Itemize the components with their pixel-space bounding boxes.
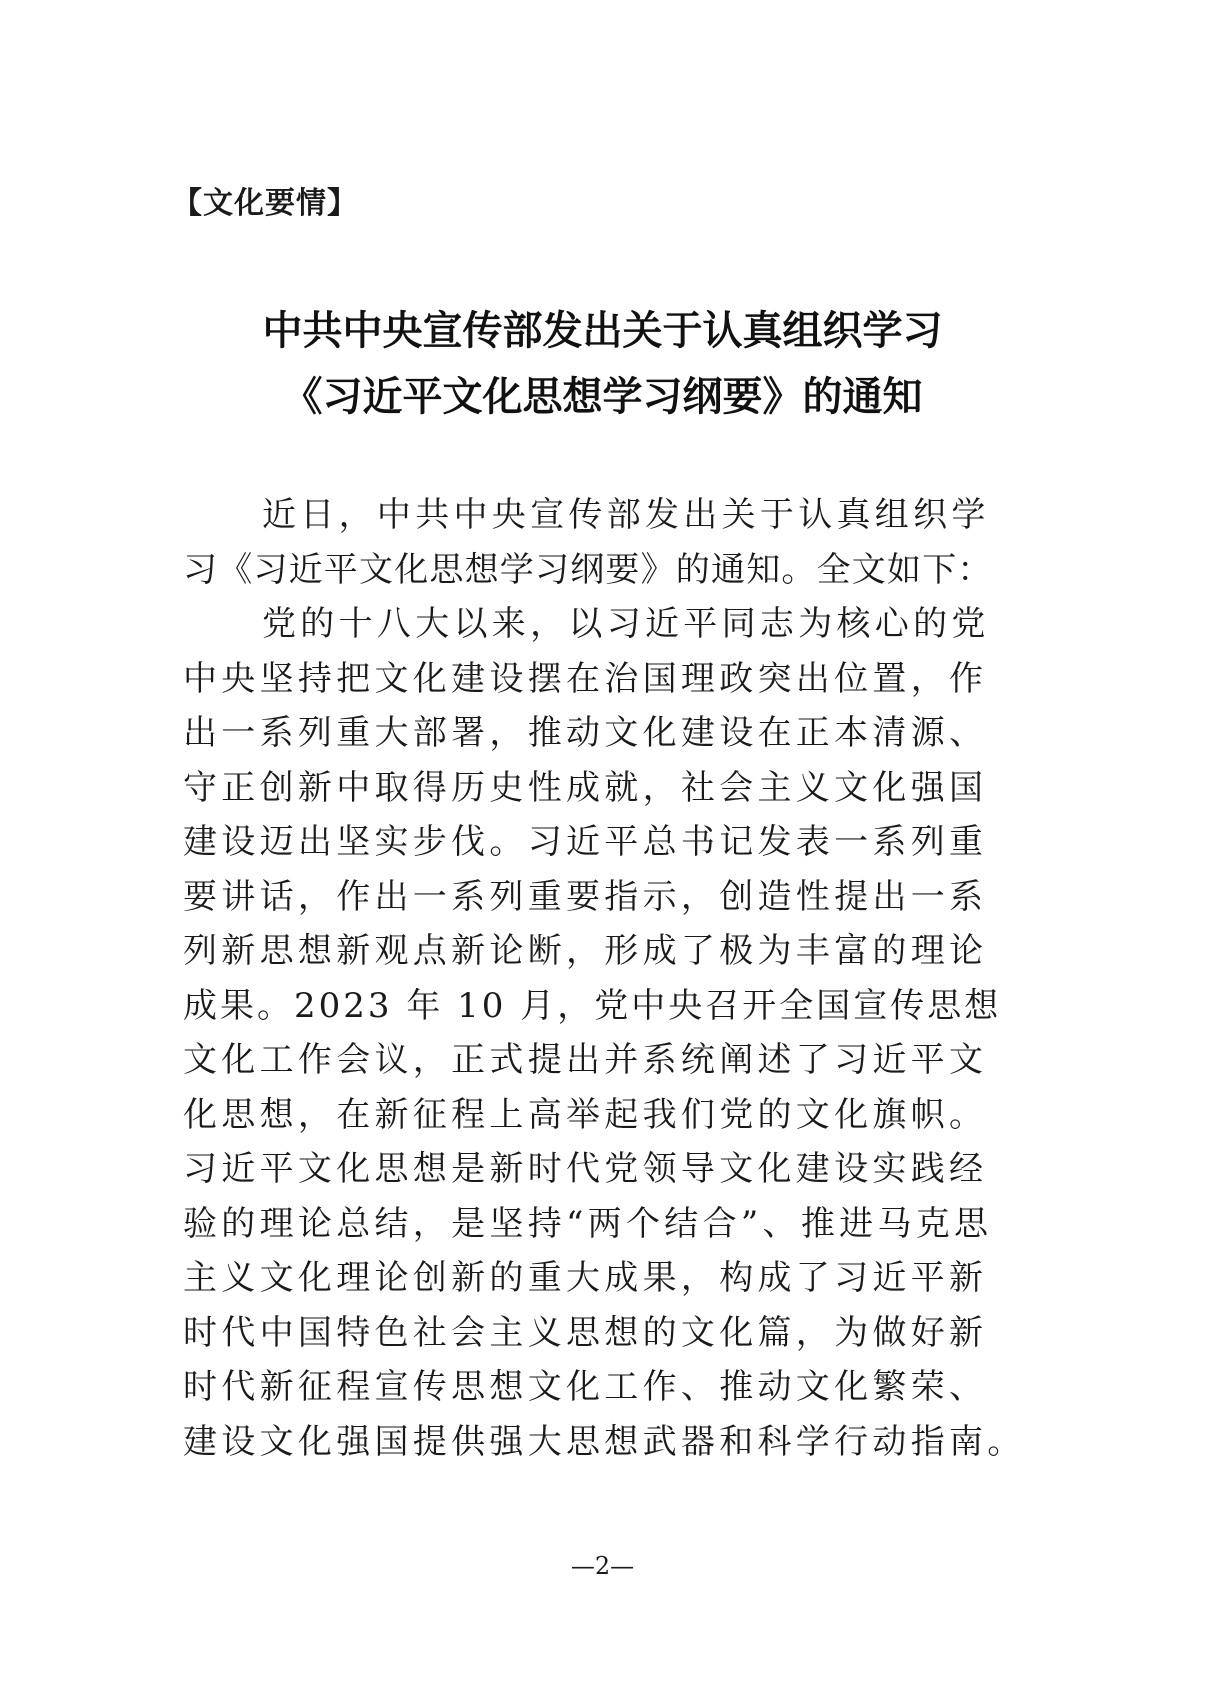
body-line: 时代中国特色社会主义思想的文化篇，为做好新 <box>183 1312 988 1353</box>
document-title <box>0 298 1205 430</box>
page-number: —2— <box>570 1552 635 1580</box>
title-line-1: 中共中央宣传部发出关于认真组织学习 <box>262 307 943 354</box>
body-line: 验的理论总结，是坚持“两个结合”、推进马克思 <box>183 1203 993 1244</box>
body-line: 出一系列重大部署，推动文化建设在正本清源、 <box>183 713 988 753</box>
section-tag: 【文化要情】 <box>172 186 358 221</box>
body-line: 主义文化理论创新的重大成果，构成了习近平新 <box>183 1258 988 1298</box>
body-line: 近日，中共中央宣传部发出关于认真组织学 <box>262 495 990 535</box>
body-line: 建设迈出坚实步伐。习近平总书记发表一系列重 <box>183 822 988 862</box>
body-line: 时代新征程宣传思想文化工作、推动文化繁荣、 <box>183 1367 988 1407</box>
body-line: 成果。2023 年 10 月，党中央召开全国宣传思想 <box>183 985 1002 1026</box>
body-line: 文化工作会议，正式提出并系统阐述了习近平文 <box>183 1040 988 1080</box>
body-line: 要讲话，作出一系列重要指示，创造性提出一系 <box>183 876 988 917</box>
body-line: 建设文化强国提供强大思想武器和科学行动指南。 <box>183 1421 1026 1462</box>
body-line: 党的十八大以来，以习近平同志为核心的党 <box>262 604 990 644</box>
body-line: 习《习近平文化思想学习纲要》的通知。全文如下： <box>183 549 993 590</box>
body-line: 化思想，在新征程上高举起我们党的文化旗帜。 <box>183 1094 988 1135</box>
body-line: 中央坚持把文化建设摆在治国理政突出位置，作 <box>183 658 988 699</box>
body-line: 守正创新中取得历史性成就，社会主义文化强国 <box>183 767 988 808</box>
body-line: 列新思想新观点新论断，形成了极为丰富的理论 <box>183 931 988 971</box>
document-body <box>183 488 1031 1469</box>
title-line-2: 《习近平文化思想学习纲要》的通知 <box>282 373 923 420</box>
body-line: 习近平文化思想是新时代党领导文化建设实践经 <box>183 1149 988 1189</box>
